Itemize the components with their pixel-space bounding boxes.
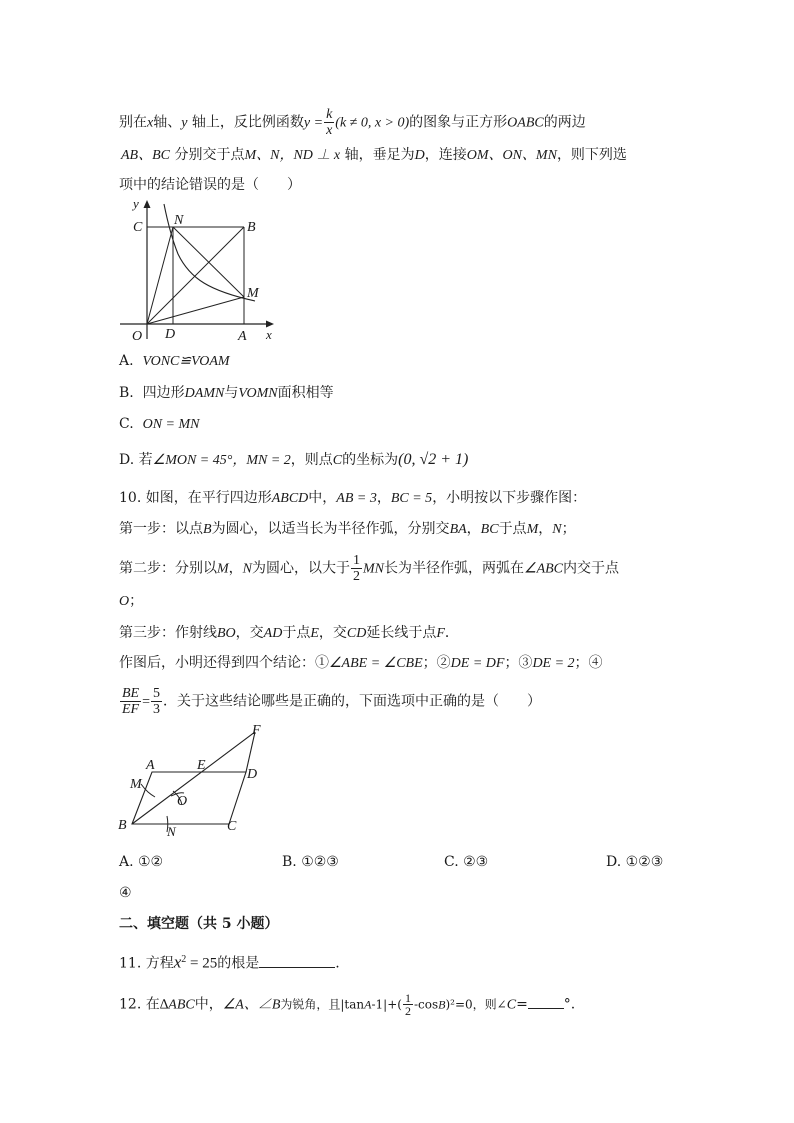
q9-option-b: B. 四边形DAMN与VOMN面积相等 (119, 385, 334, 401)
q10-option-c: C. ②③ (444, 854, 489, 870)
label-y: y (133, 196, 139, 211)
q10-figure (115, 720, 275, 845)
label-n: N (174, 213, 184, 228)
q10-option-b: B. ①②③ (282, 854, 339, 870)
math-x: x (147, 115, 154, 131)
segment-ob (147, 227, 244, 324)
math-y: y (181, 115, 188, 131)
be-ef-fraction: $\frac{BE}{EF}$ (122, 686, 140, 717)
half-fraction: $\frac{1}{2}$ (353, 553, 361, 584)
q10-conclusion-4: $\frac{BE}{EF}$ = $\frac{5}{3}$ ．关于这些结论哪些是正确的，下面选项中正确的是（ ） (122, 686, 542, 717)
section-heading: 二、填空题（共 5 小题） (119, 916, 279, 932)
function-lhs: y = (303, 115, 324, 131)
q9-option-a: A. VONC≌VOAM (119, 353, 230, 369)
five-thirds-fraction: $\frac{5}{3}$ (153, 686, 161, 717)
segment-om (147, 297, 244, 324)
q10-option-d-cont: ④ (119, 885, 132, 901)
label-o: O (177, 794, 188, 809)
function-fraction: $\frac{k}{x}$ (326, 107, 333, 138)
q10-option-a: A. ①② (119, 854, 164, 870)
label-e: E (197, 758, 206, 773)
label-m: M (130, 777, 142, 792)
q10-conclusions: 作图后，小明还得到四个结论：①∠ABE = ∠CBE；②DE = DF；③DE = 2；④ (119, 655, 603, 671)
q9-line-1: 别在x轴、y 轴上，反比例函数y = $\frac{k}{x}$ (k ≠ 0, x > 0)的图象与正方形OABC的两边 (119, 107, 586, 138)
q10-step-2: 第二步：分别以M，N为圆心，以大于 $\frac{1}{2}$ MN长为半径作弧，两弧在∠ABC内交于点 (119, 553, 620, 584)
label-c: C (227, 819, 237, 834)
q10-step-3: 第三步：作射线BO，交AD于点E，交CD延长线于点F． (119, 625, 459, 641)
label-b: B (118, 818, 127, 833)
q12: 12. 在∆ABC中，∠A、∠B为锐角，且|tanA-1|+( $\frac{1}{2}$ -cosB)²=0，则∠C= °. (119, 991, 576, 1018)
q10-step-2-cont: O； (119, 593, 144, 609)
label-d: D (165, 327, 176, 342)
q10-option-d: D. ①②③ (606, 854, 664, 870)
segment-on (147, 227, 173, 324)
y-axis-arrow (144, 200, 151, 208)
function-condition: (k ≠ 0, x > 0) (335, 115, 410, 131)
answer-blank[interactable] (259, 953, 335, 968)
square-name: OABC (507, 115, 544, 131)
q9-line-3: 项中的结论错误的是（ ） (119, 177, 301, 193)
q10-line-1: 10. 如图，在平行四边形ABCD中，AB = 3，BC = 5，小明按以下步骤作图： (119, 490, 587, 506)
label-a: A (238, 329, 247, 344)
label-n: N (167, 824, 176, 839)
label-d: D (247, 767, 258, 782)
q11: 11. 方程$x^2 = 25$的根是 . (119, 952, 340, 972)
label-f: F (252, 723, 261, 738)
label-b: B (247, 220, 256, 235)
q9-option-d: D. 若∠MON = 45°，MN = 2，则点C的坐标为(0, √2 + 1) (119, 451, 469, 468)
label-c: C (133, 220, 143, 235)
ray-bf (132, 732, 258, 824)
parallelogram-abcd (132, 772, 246, 824)
q12-half-fraction: $\frac{1}{2}$ (404, 991, 411, 1018)
label-m: M (247, 286, 259, 301)
label-o: O (132, 329, 143, 344)
q9-figure (120, 194, 290, 344)
label-a: A (146, 758, 155, 773)
q10-step-1: 第一步：以点B为圆心，以适当长为半径作弧，分别交BA，BC于点M，N； (119, 521, 576, 537)
q9-option-c: C. ON = MN (119, 416, 200, 432)
answer-blank-angle[interactable] (528, 994, 564, 1009)
q9-line-2: AB、BC 分别交于点M、N，ND ⊥ x 轴，垂足为D，连接OM、ON、MN，则下列选 (121, 147, 627, 163)
label-x: x (266, 327, 272, 342)
